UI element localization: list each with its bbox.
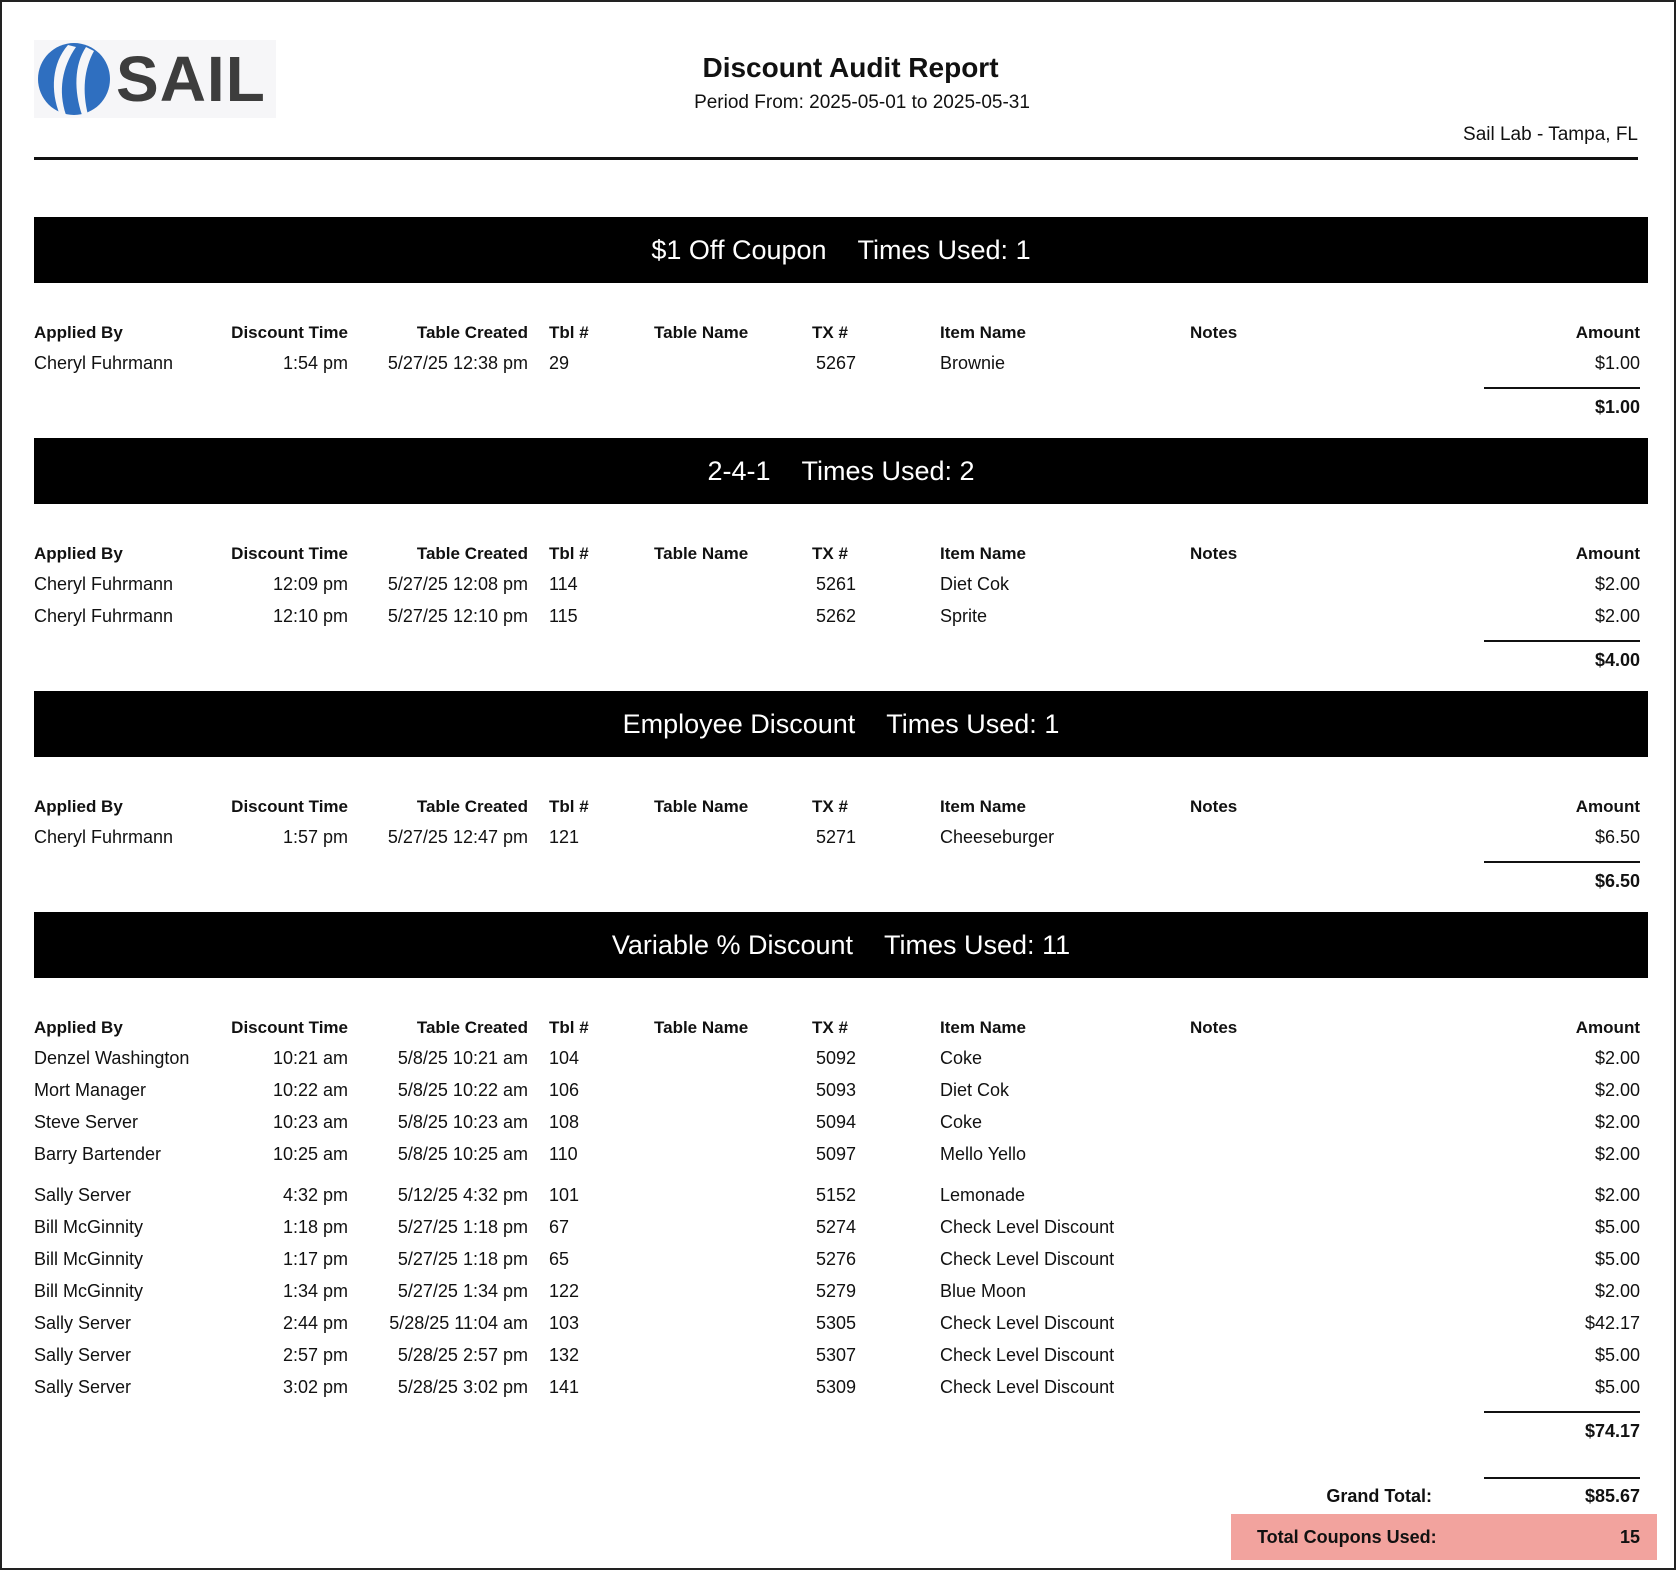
grand-total-value: $85.67 — [1584, 1486, 1640, 1506]
cell-discount-time: 1:54 pm — [282, 353, 348, 373]
cell-table-created: 5/27/25 12:47 pm — [387, 827, 528, 847]
column-header-table-name: Table Name — [654, 323, 749, 342]
cell-amount: $5.00 — [1594, 1377, 1640, 1397]
column-header-discount-time: Discount Time — [231, 323, 348, 342]
cell-item-name: Cheeseburger — [940, 827, 1055, 847]
section-header-band — [34, 912, 1648, 978]
cell-tx: 5097 — [815, 1144, 856, 1164]
column-header-item-name: Item Name — [940, 1018, 1026, 1037]
section-header-band — [34, 691, 1648, 757]
cell-amount: $2.00 — [1594, 574, 1640, 594]
cell-discount-time: 3:02 pm — [282, 1377, 348, 1397]
cell-applied-by: Sally Server — [34, 1313, 132, 1333]
cell-tx: 5271 — [815, 827, 856, 847]
table-row — [34, 827, 1648, 859]
cell-applied-by: Barry Bartender — [34, 1144, 162, 1164]
cell-discount-time: 1:57 pm — [282, 827, 348, 847]
cell-table-created: 5/8/25 10:23 am — [397, 1112, 528, 1132]
cell-tx: 5093 — [815, 1080, 856, 1100]
cell-tx: 5307 — [815, 1345, 856, 1365]
column-header-notes: Notes — [1190, 1018, 1238, 1037]
cell-amount: $2.00 — [1594, 1048, 1640, 1068]
column-headers — [34, 797, 1648, 827]
cell-item-name: Diet Cok — [940, 1080, 1010, 1100]
cell-item-name: Check Level Discount — [940, 1249, 1115, 1269]
cell-tx: 5279 — [815, 1281, 856, 1301]
cell-tbl: 122 — [549, 1281, 580, 1301]
header-divider — [34, 157, 1638, 160]
cell-item-name: Check Level Discount — [940, 1345, 1115, 1365]
cell-tbl: 103 — [549, 1313, 580, 1333]
section-discount-name: Employee Discount — [622, 708, 856, 739]
cell-item-name: Sprite — [940, 606, 988, 626]
cell-tx: 5267 — [815, 353, 856, 373]
cell-tbl: 110 — [549, 1144, 578, 1164]
cell-item-name: Coke — [940, 1048, 983, 1068]
discount-section — [34, 438, 1648, 676]
cell-tbl: 108 — [549, 1112, 580, 1132]
column-header-applied-by: Applied By — [34, 544, 123, 563]
column-header-notes: Notes — [1190, 323, 1238, 342]
grand-total-label: Grand Total: — [1326, 1486, 1432, 1506]
table-row — [34, 1185, 1648, 1217]
section-subtotal-row — [34, 389, 1648, 423]
column-header-applied-by: Applied By — [34, 1018, 123, 1037]
cell-applied-by: Sally Server — [34, 1345, 132, 1365]
column-header-table-name: Table Name — [654, 544, 749, 563]
grand-total-row — [1202, 1486, 1640, 1512]
table-row — [34, 1313, 1648, 1345]
table-row — [34, 574, 1648, 606]
cell-item-name: Coke — [940, 1112, 983, 1132]
cell-table-created: 5/27/25 1:18 pm — [397, 1217, 528, 1237]
column-header-table-created: Table Created — [416, 797, 528, 816]
column-header-discount-time: Discount Time — [231, 1018, 348, 1037]
column-header-tbl: Tbl # — [549, 323, 589, 342]
cell-item-name: Check Level Discount — [940, 1377, 1115, 1397]
report-title: Discount Audit Report — [702, 52, 999, 83]
cell-applied-by: Steve Server — [34, 1112, 139, 1132]
column-header-amount: Amount — [1575, 323, 1640, 342]
cell-table-created: 5/12/25 4:32 pm — [397, 1185, 528, 1205]
cell-discount-time: 10:21 am — [272, 1048, 348, 1068]
cell-applied-by: Denzel Washington — [34, 1048, 190, 1068]
column-header-notes: Notes — [1190, 544, 1238, 563]
column-header-amount: Amount — [1575, 1018, 1640, 1037]
discount-section — [34, 912, 1648, 1447]
cell-tbl: 67 — [549, 1217, 570, 1237]
column-header-tbl: Tbl # — [549, 544, 589, 563]
cell-tbl: 106 — [549, 1080, 580, 1100]
section-header-band — [34, 438, 1648, 504]
cell-amount: $5.00 — [1594, 1345, 1640, 1365]
column-header-item-name: Item Name — [940, 323, 1026, 342]
report-period: Period From: 2025-05-01 to 2025-05-31 — [694, 92, 1030, 113]
cell-discount-time: 10:23 am — [272, 1112, 348, 1132]
section-times-used: Times Used: 2 — [801, 455, 975, 486]
cell-amount: $5.00 — [1594, 1217, 1640, 1237]
section-subtotal-value: $1.00 — [1594, 397, 1640, 417]
cell-table-created: 5/8/25 10:25 am — [397, 1144, 528, 1164]
cell-discount-time: 12:10 pm — [272, 606, 348, 626]
total-coupons-value: 15 — [1619, 1527, 1640, 1547]
cell-tx: 5092 — [815, 1048, 856, 1068]
cell-table-created: 5/8/25 10:21 am — [397, 1048, 528, 1068]
section-header-band — [34, 217, 1648, 283]
cell-tx: 5261 — [815, 574, 856, 594]
column-header-tx: TX # — [812, 797, 848, 816]
grand-total-rule — [1484, 1477, 1640, 1479]
cell-applied-by: Cheryl Fuhrmann — [34, 827, 174, 847]
section-subtotal-value: $74.17 — [1584, 1421, 1640, 1441]
cell-tx: 5274 — [815, 1217, 856, 1237]
cell-item-name: Mello Yello — [940, 1144, 1027, 1164]
column-header-item-name: Item Name — [940, 797, 1026, 816]
cell-amount: $42.17 — [1584, 1313, 1640, 1333]
column-header-tx: TX # — [812, 323, 848, 342]
section-subtotal-row — [34, 863, 1648, 897]
table-row — [34, 1249, 1648, 1281]
cell-applied-by: Cheryl Fuhrmann — [34, 574, 174, 594]
cell-amount: $6.50 — [1594, 827, 1640, 847]
table-row — [34, 1080, 1648, 1112]
cell-tbl: 114 — [549, 574, 578, 594]
cell-item-name: Lemonade — [940, 1185, 1026, 1205]
cell-applied-by: Sally Server — [34, 1185, 132, 1205]
cell-amount: $2.00 — [1594, 1112, 1640, 1132]
cell-applied-by: Sally Server — [34, 1377, 132, 1397]
cell-amount: $1.00 — [1594, 353, 1640, 373]
column-header-tx: TX # — [812, 1018, 848, 1037]
column-header-discount-time: Discount Time — [231, 797, 348, 816]
cell-tx: 5094 — [815, 1112, 856, 1132]
cell-amount: $2.00 — [1594, 1281, 1640, 1301]
table-row — [34, 606, 1648, 638]
cell-table-created: 5/8/25 10:22 am — [397, 1080, 528, 1100]
cell-amount: $2.00 — [1594, 606, 1640, 626]
section-subtotal-value: $4.00 — [1594, 650, 1640, 670]
table-row — [34, 1048, 1648, 1080]
cell-table-created: 5/27/25 12:10 pm — [387, 606, 528, 626]
cell-discount-time: 2:44 pm — [282, 1313, 348, 1333]
section-times-used: Times Used: 1 — [857, 234, 1031, 265]
section-times-used: Times Used: 1 — [886, 708, 1060, 739]
cell-tx: 5262 — [815, 606, 856, 626]
column-header-item-name: Item Name — [940, 544, 1026, 563]
cell-amount: $2.00 — [1594, 1144, 1640, 1164]
cell-applied-by: Bill McGinnity — [34, 1281, 144, 1301]
discount-section — [34, 217, 1648, 423]
cell-discount-time: 2:57 pm — [282, 1345, 348, 1365]
cell-item-name: Check Level Discount — [940, 1313, 1115, 1333]
cell-tbl: 29 — [549, 353, 570, 373]
cell-amount: $2.00 — [1594, 1080, 1640, 1100]
total-coupons-row — [1231, 1514, 1657, 1560]
column-header-table-name: Table Name — [654, 797, 749, 816]
table-row — [34, 1144, 1648, 1176]
cell-discount-time: 1:34 pm — [282, 1281, 348, 1301]
discount-section — [34, 691, 1648, 897]
column-header-applied-by: Applied By — [34, 797, 123, 816]
cell-discount-time: 4:32 pm — [282, 1185, 348, 1205]
table-row — [34, 1377, 1648, 1409]
cell-applied-by: Bill McGinnity — [34, 1217, 144, 1237]
column-header-discount-time: Discount Time — [231, 544, 348, 563]
cell-tbl: 141 — [549, 1377, 580, 1397]
cell-table-created: 5/27/25 12:38 pm — [387, 353, 528, 373]
cell-discount-time: 1:17 pm — [282, 1249, 348, 1269]
column-header-amount: Amount — [1575, 797, 1640, 816]
cell-applied-by: Cheryl Fuhrmann — [34, 353, 174, 373]
column-header-table-created: Table Created — [416, 544, 528, 563]
column-header-table-created: Table Created — [416, 1018, 528, 1037]
cell-item-name: Check Level Discount — [940, 1217, 1115, 1237]
cell-table-created: 5/27/25 12:08 pm — [387, 574, 528, 594]
cell-item-name: Blue Moon — [940, 1281, 1027, 1301]
table-row — [34, 1281, 1648, 1313]
cell-applied-by: Mort Manager — [34, 1080, 147, 1100]
cell-tbl: 132 — [549, 1345, 580, 1365]
cell-item-name: Brownie — [940, 353, 1006, 373]
cell-amount: $2.00 — [1594, 1185, 1640, 1205]
column-header-table-created: Table Created — [416, 323, 528, 342]
cell-tx: 5305 — [815, 1313, 856, 1333]
column-header-tbl: Tbl # — [549, 797, 589, 816]
section-times-used: Times Used: 11 — [884, 929, 1071, 960]
column-header-applied-by: Applied By — [34, 323, 123, 342]
report-header — [2, 2, 1674, 167]
cell-tbl: 115 — [549, 606, 578, 626]
section-discount-name: $1 Off Coupon — [651, 234, 827, 265]
section-subtotal-row — [34, 1413, 1648, 1447]
column-headers — [34, 1018, 1648, 1048]
column-header-notes: Notes — [1190, 797, 1238, 816]
column-header-tbl: Tbl # — [549, 1018, 589, 1037]
section-subtotal-row — [34, 642, 1648, 676]
cell-tbl: 121 — [549, 827, 580, 847]
cell-discount-time: 1:18 pm — [282, 1217, 348, 1237]
section-subtotal-value: $6.50 — [1594, 871, 1640, 891]
table-row — [34, 1112, 1648, 1144]
cell-discount-time: 12:09 pm — [272, 574, 348, 594]
cell-table-created: 5/28/25 11:04 am — [389, 1313, 528, 1333]
column-header-table-name: Table Name — [654, 1018, 749, 1037]
cell-table-created: 5/27/25 1:34 pm — [397, 1281, 528, 1301]
cell-tx: 5309 — [815, 1377, 856, 1397]
cell-discount-time: 10:22 am — [272, 1080, 348, 1100]
cell-tx: 5276 — [815, 1249, 856, 1269]
column-header-tx: TX # — [812, 544, 848, 563]
cell-table-created: 5/28/25 3:02 pm — [397, 1377, 528, 1397]
cell-discount-time: 10:25 am — [272, 1144, 348, 1164]
section-discount-name: Variable % Discount — [611, 929, 854, 960]
cell-item-name: Diet Cok — [940, 574, 1010, 594]
cell-tbl: 65 — [549, 1249, 570, 1269]
column-headers — [34, 544, 1648, 574]
cell-table-created: 5/28/25 2:57 pm — [397, 1345, 528, 1365]
cell-tx: 5152 — [815, 1185, 856, 1205]
total-coupons-label: Total Coupons Used: — [1257, 1527, 1437, 1547]
logo-wordmark: SAIL — [116, 43, 266, 115]
cell-table-created: 5/27/25 1:18 pm — [397, 1249, 528, 1269]
column-header-amount: Amount — [1575, 544, 1640, 563]
cell-applied-by: Cheryl Fuhrmann — [34, 606, 174, 626]
section-discount-name: 2-4-1 — [707, 455, 771, 486]
table-row — [34, 353, 1648, 385]
table-row — [34, 1345, 1648, 1377]
cell-amount: $5.00 — [1594, 1249, 1640, 1269]
cell-tbl: 101 — [549, 1185, 580, 1205]
report-location: Sail Lab - Tampa, FL — [1463, 124, 1638, 145]
cell-tbl: 104 — [549, 1048, 580, 1068]
cell-applied-by: Bill McGinnity — [34, 1249, 144, 1269]
column-headers — [34, 323, 1648, 353]
table-row — [34, 1217, 1648, 1249]
